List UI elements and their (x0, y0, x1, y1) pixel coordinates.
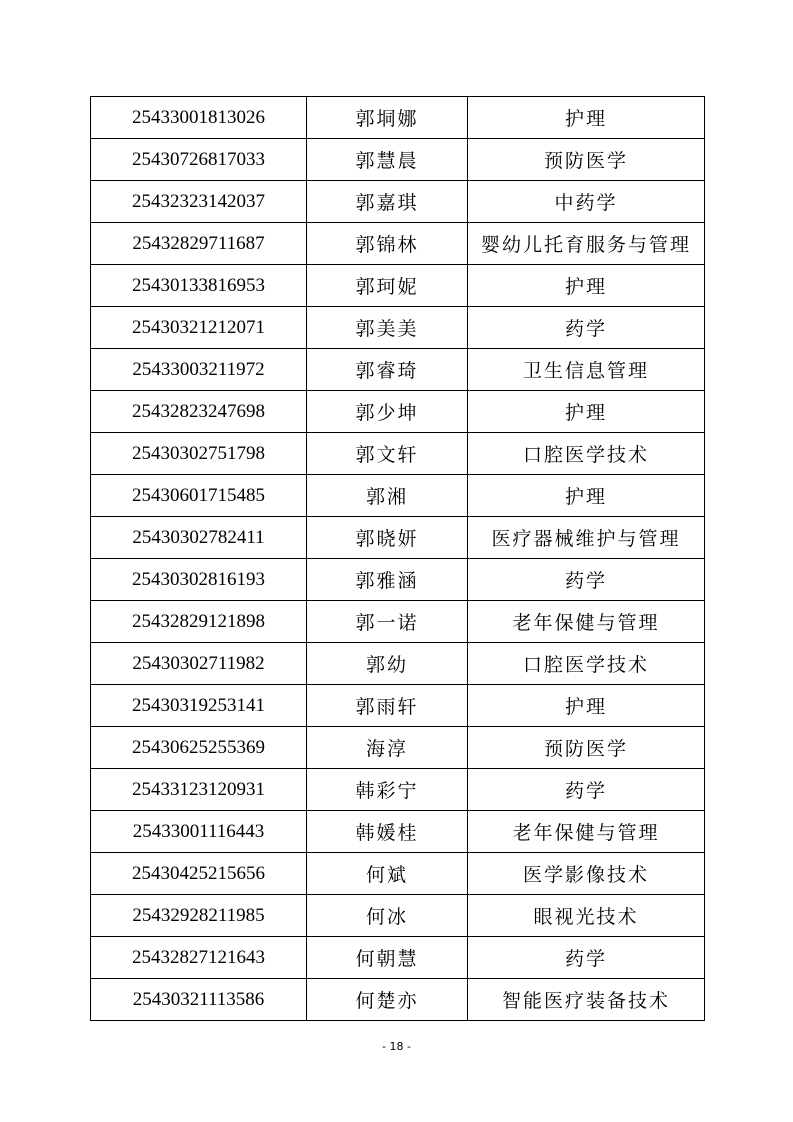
candidate-number-cell: 25432827121643 (91, 937, 307, 979)
table-row (91, 769, 705, 811)
major-cell: 护理 (468, 265, 705, 307)
student-name-cell: 韩媛桂 (307, 811, 468, 853)
table-row (91, 727, 705, 769)
major-cell: 护理 (468, 685, 705, 727)
candidate-number-cell: 25430726817033 (91, 139, 307, 181)
table-row (91, 559, 705, 601)
candidate-number-cell: 25430302782411 (91, 517, 307, 559)
student-name-cell: 郭雅涵 (307, 559, 468, 601)
student-name-cell: 郭晓妍 (307, 517, 468, 559)
student-name-cell: 海淳 (307, 727, 468, 769)
table-row (91, 433, 705, 475)
candidate-number-cell: 25433001116443 (91, 811, 307, 853)
major-cell: 护理 (468, 97, 705, 139)
student-name-cell: 郭锦林 (307, 223, 468, 265)
student-name-cell: 郭幼 (307, 643, 468, 685)
major-cell: 卫生信息管理 (468, 349, 705, 391)
major-cell: 智能医疗装备技术 (468, 979, 705, 1021)
candidate-number-cell: 25430302751798 (91, 433, 307, 475)
student-name-cell: 郭嘉琪 (307, 181, 468, 223)
student-name-cell: 郭垌娜 (307, 97, 468, 139)
major-cell: 医学影像技术 (468, 853, 705, 895)
student-name-cell: 郭美美 (307, 307, 468, 349)
table-row (91, 853, 705, 895)
table-row (91, 895, 705, 937)
candidate-number-cell: 25432323142037 (91, 181, 307, 223)
candidate-number-cell: 25430302711982 (91, 643, 307, 685)
table-row (91, 979, 705, 1021)
student-table-body (91, 97, 705, 1021)
table-row (91, 685, 705, 727)
candidate-number-cell: 25430625255369 (91, 727, 307, 769)
major-cell: 口腔医学技术 (468, 433, 705, 475)
major-cell: 护理 (468, 475, 705, 517)
major-cell: 药学 (468, 559, 705, 601)
table-row (91, 811, 705, 853)
student-name-cell: 何楚亦 (307, 979, 468, 1021)
candidate-number-cell: 25430321113586 (91, 979, 307, 1021)
candidate-number-cell: 25430425215656 (91, 853, 307, 895)
major-cell: 中药学 (468, 181, 705, 223)
candidate-number-cell: 25430302816193 (91, 559, 307, 601)
major-cell: 眼视光技术 (468, 895, 705, 937)
student-name-cell: 郭慧晨 (307, 139, 468, 181)
major-cell: 医疗器械维护与管理 (468, 517, 705, 559)
table-row (91, 643, 705, 685)
candidate-number-cell: 25430601715485 (91, 475, 307, 517)
student-name-cell: 郭文轩 (307, 433, 468, 475)
student-name-cell: 郭湘 (307, 475, 468, 517)
major-cell: 药学 (468, 307, 705, 349)
table-row (91, 139, 705, 181)
candidate-number-cell: 25433003211972 (91, 349, 307, 391)
student-name-cell: 韩彩宁 (307, 769, 468, 811)
major-cell: 老年保健与管理 (468, 811, 705, 853)
student-name-cell: 何冰 (307, 895, 468, 937)
candidate-number-cell: 25432928211985 (91, 895, 307, 937)
page-number: - 18 - (382, 1040, 411, 1053)
major-cell: 婴幼儿托育服务与管理 (468, 223, 705, 265)
table-row (91, 601, 705, 643)
student-name-cell: 何朝慧 (307, 937, 468, 979)
major-cell: 药学 (468, 769, 705, 811)
candidate-number-cell: 25432829121898 (91, 601, 307, 643)
table-row (91, 391, 705, 433)
table-row (91, 475, 705, 517)
candidate-number-cell: 25430319253141 (91, 685, 307, 727)
student-name-cell: 郭雨轩 (307, 685, 468, 727)
major-cell: 预防医学 (468, 727, 705, 769)
candidate-number-cell: 25432829711687 (91, 223, 307, 265)
major-cell: 预防医学 (468, 139, 705, 181)
student-name-cell: 郭珂妮 (307, 265, 468, 307)
table-row (91, 181, 705, 223)
table-row (91, 349, 705, 391)
student-table (90, 96, 705, 1021)
major-cell: 药学 (468, 937, 705, 979)
table-row (91, 223, 705, 265)
table-row (91, 97, 705, 139)
candidate-number-cell: 25430321212071 (91, 307, 307, 349)
major-cell: 护理 (468, 391, 705, 433)
candidate-number-cell: 25433123120931 (91, 769, 307, 811)
candidate-number-cell: 25432823247698 (91, 391, 307, 433)
student-name-cell: 郭一诺 (307, 601, 468, 643)
major-cell: 老年保健与管理 (468, 601, 705, 643)
table-row (91, 937, 705, 979)
candidate-number-cell: 25430133816953 (91, 265, 307, 307)
student-name-cell: 郭睿琦 (307, 349, 468, 391)
student-name-cell: 郭少坤 (307, 391, 468, 433)
table-row (91, 517, 705, 559)
student-name-cell: 何斌 (307, 853, 468, 895)
table-row (91, 307, 705, 349)
candidate-number-cell: 25433001813026 (91, 97, 307, 139)
table-row (91, 265, 705, 307)
major-cell: 口腔医学技术 (468, 643, 705, 685)
